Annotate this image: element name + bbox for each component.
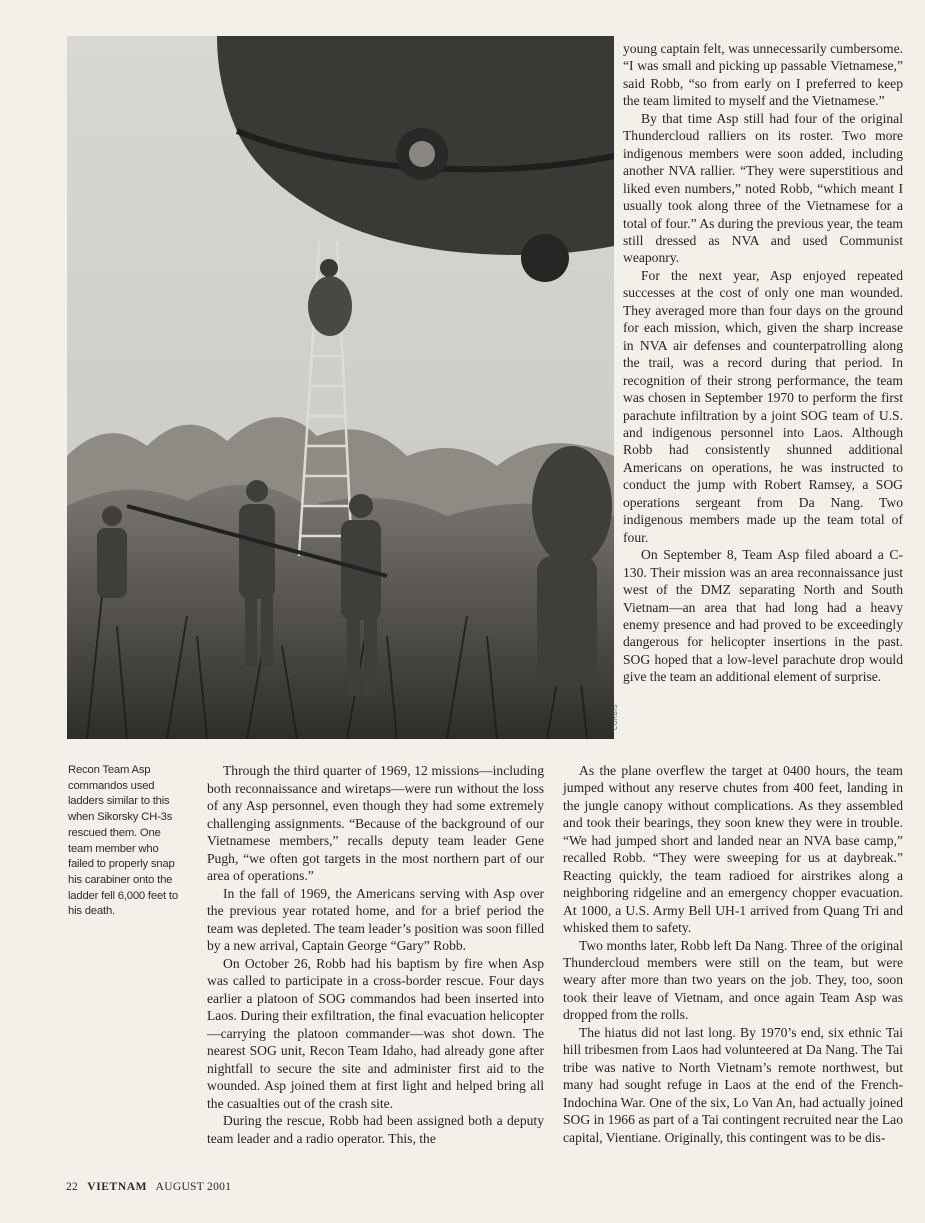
paragraph: By that time Asp still had four of the original Thundercloud ralliers on its roster. Two more indigenous members were soon added, including another NVA rallier. “They were superstitious and liked even numbers,” noted Robb, “which meant I usually took along three of the Vietnamese for a total of four.” As during the previous year, the team still dressed as NVA and used Communist weaponry.	[623, 110, 903, 266]
article-photo	[67, 36, 614, 739]
paragraph: For the next year, Asp enjoyed repeated successes at the cost of only one man wounded. They averaged more than four days on the ground for each mission, which, given the sharp increase in NVA air defenses and counterpatrolling along the trail, was a record during that period. In recognition of their strong performance, the team was chosen in September 1970 to perform the first parachute infiltration by a joint SOG team of U.S. and indigenous personnel into Laos. Although Robb had consistently shunned additional Americans on operations, he was instructed to conduct the jump with Robert Ramsey, a SOG operations sergeant from Da Nang. Two indigenous members made up the team total of four.	[623, 267, 903, 545]
paragraph: On September 8, Team Asp filed aboard a C-130. Their mission was an area reconnaissance just west of the DMZ separating North and South Vietnam—an area that had long had a heavy enemy presence and had proved to be exceedingly dangerous for helicopter insertions in the past. SOG hoped that a low-level parachute drop would give the team an additional element of surprise.	[623, 547, 903, 685]
paragraph: During the rescue, Robb had been assigned both a deputy team leader and a radio operator. This, the	[207, 1113, 544, 1146]
article-column-right-bottom	[563, 762, 903, 1146]
paragraph: On October 26, Robb had his baptism by fire when Asp was called to participate in a cross-border rescue. Four days earlier a platoon of SOG commandos had been inserted into Laos. During their exfiltration, the final evacuation helicopter—carrying the platoon commander—was shot down. The nearest SOG unit, Recon Team Idaho, had already gone after nightfall to secure the site and administer first aid to the wounded. Asp joined them at first light and helped bring all the casualties out of the crash site.	[207, 955, 544, 1111]
paragraph: young captain felt, was unnecessarily cumbersome. “I was small and picking up passable Vietnamese,” said Robb, “so from early on I preferred to keep the team limited to myself and the Vietnamese.”	[623, 41, 903, 109]
page-footer	[66, 1181, 231, 1193]
paragraph: Two months later, Robb left Da Nang. Three of the original Thundercloud members were still on the team, but were weary after more than two years on the job. They, too, soon took their leave of Vietnam, and once again Team Asp was dropped from the rolls.	[563, 937, 903, 1023]
photo-credit: CORBIS	[613, 703, 619, 730]
issue-date: AUGUST 2001	[155, 1181, 232, 1193]
page-number: 22	[66, 1181, 79, 1193]
article-column-right-top	[623, 40, 903, 686]
helicopter-ladder-photo	[67, 36, 614, 739]
photo-caption: Recon Team Asp commandos used ladders similar to this when Sikorsky CH-3s rescued them. One team member who failed to properly snap his carabiner onto the ladder fell 6,000 feet to his death.	[68, 764, 178, 918]
paragraph: As the plane overflew the target at 0400 hours, the team jumped without any reserve chutes from 400 feet, landing in the jungle canopy without complications. As they assembled and took their bearings, they soon knew they were in trouble. “We had jumped short and landed near an NVA base camp,” recalled Robb. “They were sweeping for us at daybreak.” Reacting quickly, the team radioed for airstrikes along a neighboring ridgeline and an emergency chopper evacuation. At 1000, a U.S. Army Bell UH-1 arrived from Quang Tri and whisked them to safety.	[563, 763, 903, 936]
paragraph: In the fall of 1969, the Americans serving with Asp over the previous year rotated home, and for a brief period the team was depleted. The team leader’s position was soon filled by a new arrival, Captain George “Gary” Robb.	[207, 885, 544, 953]
paragraph: Through the third quarter of 1969, 12 missions—including both reconnaissance and wiretaps—were run without the loss of any Asp personnel, even though they had some extremely challenging assignments. “Because of the background of our Vietnamese members,” recalls deputy team leader Gene Pugh, “we often got targets in the most northern part of our area of operations.”	[207, 763, 544, 883]
magazine-name: VIETNAM	[87, 1181, 148, 1193]
paragraph: The hiatus did not last long. By 1970’s end, six ethnic Tai hill tribesmen from Laos had volunteered at Da Nang. The Tai tribe was native to North Vietnam’s remote northwest, but many had sought refuge in Laos at the end of the French-Indochina War. One of the six, Lo Van An, had actually joined SOG in 1966 as part of a Tai contingent recruited near the Lao capital, Vientiane. Originally, this contingent was to be dis-	[563, 1024, 903, 1145]
article-column-middle	[207, 762, 544, 1147]
